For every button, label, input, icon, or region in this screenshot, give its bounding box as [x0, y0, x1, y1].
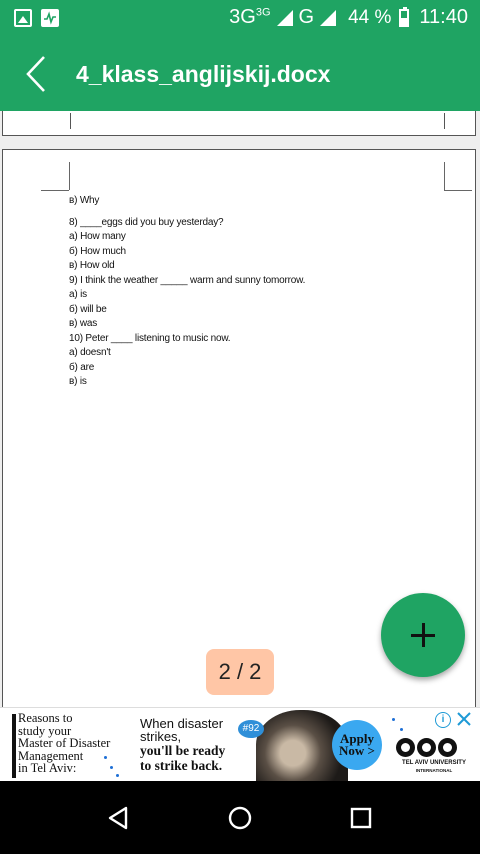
add-button[interactable]	[381, 593, 465, 677]
document-line: б) will be	[69, 303, 107, 315]
ad-close-icon[interactable]	[455, 710, 473, 728]
ad-decoration-dot	[104, 756, 107, 759]
line-gap	[69, 209, 469, 216]
ad-banner[interactable]	[0, 707, 480, 782]
university-name: TEL AVIV UNIVERSITY INTERNATIONAL	[402, 760, 466, 773]
ad-decoration-dot	[400, 728, 403, 731]
document-line: 10) Peter ____ listening to music now.	[69, 332, 231, 344]
document-line: б) are	[69, 361, 95, 373]
apply-now-button[interactable]: Apply Now >	[332, 720, 382, 770]
crop-mark	[444, 113, 445, 129]
navigation-bar	[0, 781, 480, 854]
status-bar	[0, 0, 480, 37]
document-line: а) How many	[69, 231, 126, 242]
app-bar	[0, 37, 480, 111]
document-line: 9) I think the weather _____ warm and sunny tomorrow.	[69, 274, 306, 286]
ad-decoration-dot	[116, 774, 119, 777]
document-line: а) doesn't	[69, 347, 111, 358]
document-line: в) is	[69, 376, 87, 387]
document-line: 8) ____eggs did you buy yesterday?	[69, 216, 224, 228]
crop-mark	[444, 190, 472, 191]
ad-decoration-dot	[392, 718, 395, 721]
back-arrow-icon[interactable]	[24, 55, 60, 93]
battery-percent: 44 %	[348, 6, 392, 28]
ad-accent-bar	[12, 714, 16, 778]
signal-icon	[277, 10, 293, 26]
ad-decoration-dot	[110, 766, 113, 769]
document-line: в) was	[69, 318, 98, 329]
home-circle-icon[interactable]	[227, 805, 253, 831]
back-triangle-icon[interactable]	[106, 805, 132, 831]
previous-page	[2, 111, 476, 136]
crop-mark	[70, 113, 71, 129]
document-line: в) How old	[69, 260, 115, 271]
ad-headline: When disaster strikes, you'll be ready to strike back.	[140, 716, 226, 773]
ad-info-icon[interactable]: i	[435, 712, 451, 728]
crop-mark	[41, 190, 69, 191]
activity-notification-icon	[41, 9, 59, 27]
signal-icon-2	[320, 10, 336, 26]
clock: 11:40	[419, 6, 468, 28]
plus-icon	[411, 623, 435, 647]
document-line: а) is	[69, 289, 87, 300]
ad-tag-badge: #92	[238, 720, 264, 738]
network-type: $3G^{3G}$	[229, 6, 271, 28]
document-line: б) How much	[69, 245, 126, 257]
university-logo-icon	[396, 738, 457, 757]
crop-mark	[69, 162, 70, 190]
image-notification-icon	[14, 9, 32, 27]
recents-square-icon[interactable]	[348, 805, 374, 831]
crop-mark	[444, 162, 445, 190]
network-type-2: G	[298, 6, 315, 28]
battery-icon	[399, 9, 409, 27]
page-indicator: 2 / 2	[206, 649, 274, 695]
document-text	[69, 194, 469, 390]
document-line: в) Why	[69, 195, 100, 206]
document-title: 4_klass_anglijskij.docx	[76, 61, 331, 87]
ad-reasons-text: Reasons to study your Master of Disaster Management in Tel Aviv:	[18, 711, 111, 775]
